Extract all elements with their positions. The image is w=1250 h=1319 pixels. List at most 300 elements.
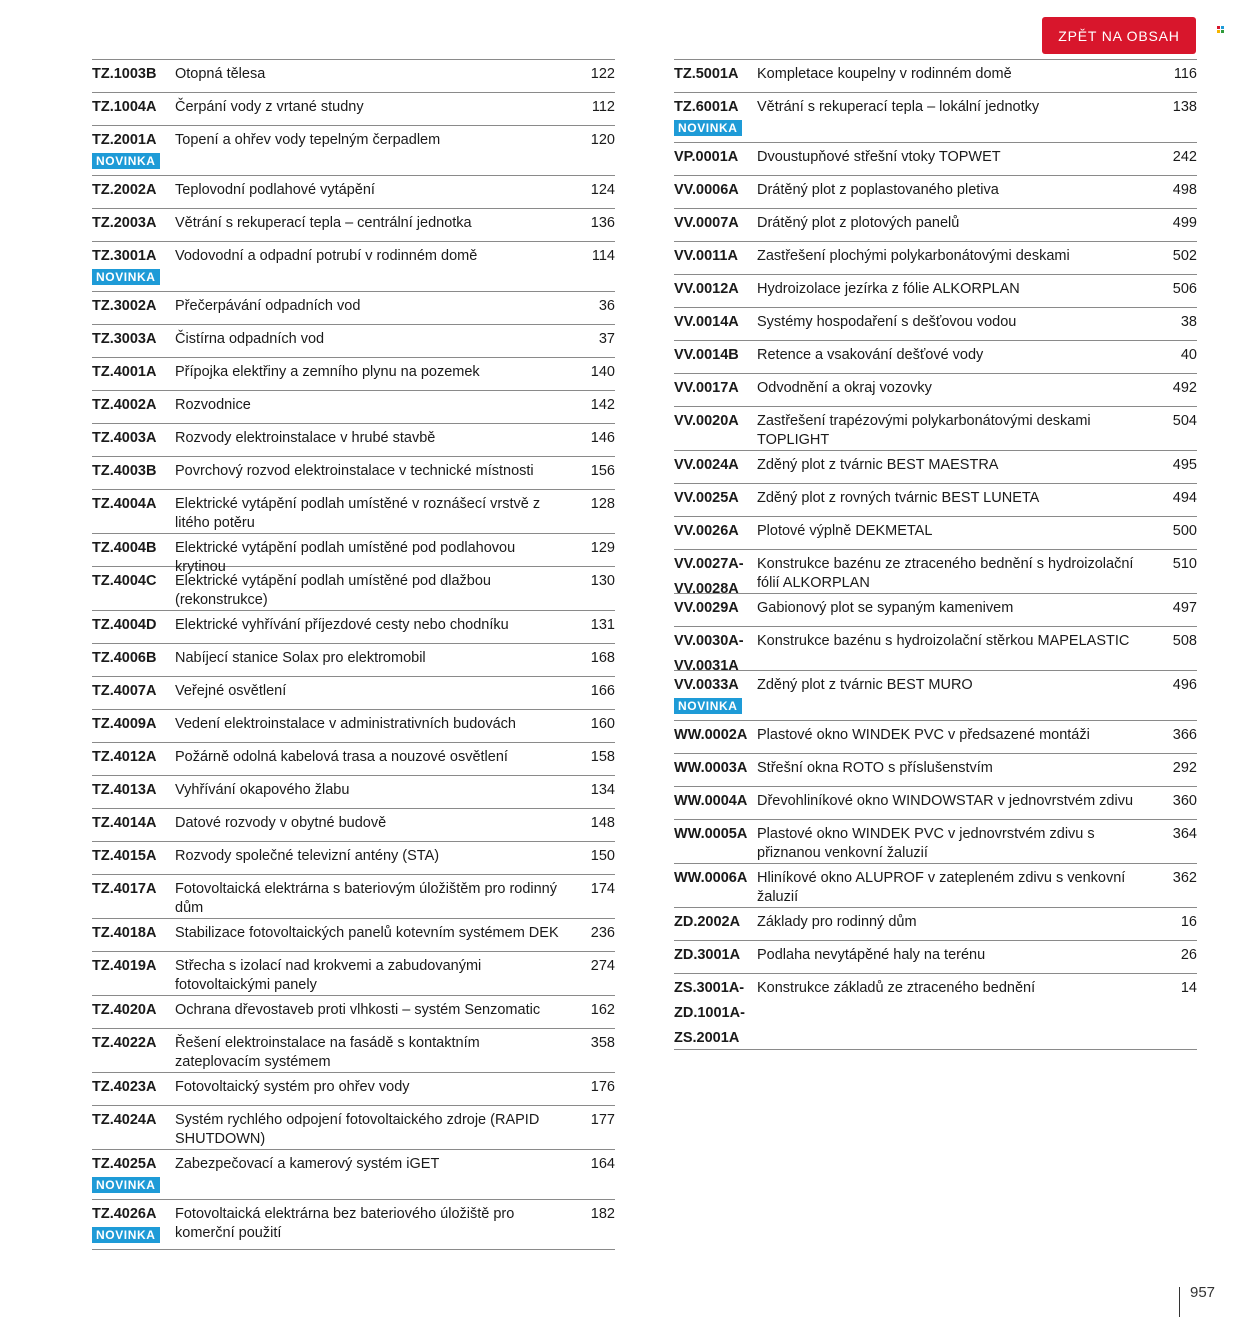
index-row[interactable] — [92, 875, 615, 919]
new-badge: NOVINKA — [92, 269, 160, 285]
row-code-cell — [674, 280, 757, 301]
row-code-cell — [674, 979, 757, 1046]
index-row[interactable] — [92, 391, 615, 424]
item-code: WW.0005A — [674, 826, 748, 842]
item-title: Otopná tělesa — [175, 66, 266, 82]
item-code: VV.0033A — [674, 677, 739, 693]
item-code: TZ.4007A — [92, 683, 157, 699]
item-title: Plastové okno WINDEK PVC v předsazené montáži — [757, 727, 1090, 743]
item-code: VV.0029A — [674, 600, 739, 616]
item-title: Elektrické vyhřívání příjezdové cesty nebo chodníku — [175, 617, 509, 633]
item-page-number: 36 — [598, 298, 615, 314]
item-code: VV.0006A — [674, 182, 739, 198]
item-code: VV.0025A — [674, 490, 739, 506]
index-row[interactable] — [674, 787, 1197, 820]
item-code: VV.0020A — [674, 413, 739, 429]
item-code: TZ.4023A — [92, 1079, 157, 1095]
item-page-number: 156 — [590, 463, 615, 479]
index-row[interactable] — [674, 176, 1197, 209]
item-code: TZ.4002A — [92, 397, 157, 413]
item-title: Střešní okna ROTO s příslušenstvím — [757, 760, 993, 776]
item-page-number: 130 — [590, 573, 615, 589]
index-row[interactable] — [92, 126, 615, 176]
row-code-cell — [674, 379, 757, 400]
row-code-cell — [92, 1034, 175, 1066]
item-code: TZ.4022A — [92, 1035, 157, 1051]
row-code-cell — [674, 489, 757, 510]
item-page-number: 146 — [590, 430, 615, 446]
item-title: Konstrukce bazénu s hydroizolační stěrkou MAPELASTIC — [757, 633, 1130, 649]
index-row[interactable] — [92, 209, 615, 242]
item-title: Zastřešení plochými polykarbonátovými deskami — [757, 248, 1070, 264]
item-code: VV.0014A — [674, 314, 739, 330]
index-row[interactable] — [674, 671, 1197, 721]
item-code: VV.0030A- — [674, 633, 744, 649]
row-code-cell — [674, 313, 757, 334]
row-code-cell — [92, 572, 175, 604]
row-code-cell — [92, 396, 175, 417]
item-code: ZD.3001A — [674, 947, 741, 963]
index-row[interactable] — [92, 919, 615, 952]
row-code-cell — [92, 539, 175, 560]
item-title: Drátěný plot z poplastovaného pletiva — [757, 182, 999, 198]
row-code-cell — [92, 131, 175, 169]
item-page-number: 360 — [1172, 793, 1197, 809]
index-row[interactable] — [92, 292, 615, 325]
item-page-number: 124 — [590, 182, 615, 198]
index-row[interactable] — [92, 457, 615, 490]
item-title: Elektrické vytápění podlah umístěné pod dlažbou (rekonstrukce) — [175, 573, 491, 608]
item-page-number: 26 — [1180, 947, 1197, 963]
item-page-number: 38 — [1180, 314, 1197, 330]
index-row[interactable] — [674, 550, 1197, 597]
item-code: TZ.4012A — [92, 749, 157, 765]
index-row[interactable] — [674, 517, 1197, 550]
item-page-number: 292 — [1172, 760, 1197, 776]
item-code: WW.0003A — [674, 760, 748, 776]
index-row[interactable] — [92, 490, 615, 534]
row-code-cell — [92, 649, 175, 670]
index-row[interactable] — [92, 176, 615, 209]
new-badge: NOVINKA — [674, 698, 742, 714]
page-number: 957 — [1190, 1284, 1216, 1301]
item-code: TZ.3002A — [92, 298, 157, 314]
row-code-cell — [92, 748, 175, 769]
item-page-number: 164 — [590, 1156, 615, 1172]
item-title: Kompletace koupelny v rodinném domě — [757, 66, 1012, 82]
page-number-divider — [1179, 1287, 1180, 1317]
item-code: VV.0012A — [674, 281, 739, 297]
item-code: TZ.4001A — [92, 364, 157, 380]
index-row[interactable] — [674, 93, 1197, 143]
item-title: Fotovoltaická elektrárna s bateriovým úložištěm pro rodinný dům — [175, 881, 557, 916]
index-row[interactable] — [92, 677, 615, 710]
item-code: VV.0026A — [674, 523, 739, 539]
index-row[interactable] — [674, 627, 1197, 674]
item-title: Datové rozvody v obytné budově — [175, 815, 387, 831]
new-badge: NOVINKA — [674, 120, 742, 136]
item-page-number: 358 — [590, 1035, 615, 1051]
index-table-left — [92, 59, 615, 1250]
index-row[interactable] — [92, 1200, 615, 1250]
item-title: Systém rychlého odpojení fotovoltaického zdroje (RAPID SHUTDOWN) — [175, 1112, 540, 1147]
item-code: ZD.1001A- — [674, 1005, 745, 1021]
item-code: VV.0017A — [674, 380, 739, 396]
item-page-number: 136 — [590, 215, 615, 231]
row-code-cell — [674, 148, 757, 169]
item-code: TZ.1003B — [92, 66, 157, 82]
index-row[interactable] — [674, 209, 1197, 242]
item-title: Povrchový rozvod elektroinstalace v technické místnosti — [175, 463, 534, 479]
brand-logo-icon — [1217, 26, 1227, 34]
item-title: Hydroizolace jezírka z fólie ALKORPLAN — [757, 281, 1020, 297]
index-row[interactable] — [674, 908, 1197, 941]
item-title: Stabilizace fotovoltaických panelů kotevním systémem DEK — [175, 925, 559, 941]
item-page-number: 508 — [1172, 633, 1197, 649]
item-title: Fotovoltaická elektrárna bez bateriového úložiště pro komerční použití — [175, 1206, 515, 1241]
item-title: Elektrické vytápění podlah umístěné v roznášecí vrstvě z litého potěru — [175, 496, 541, 531]
item-page-number: 122 — [590, 66, 615, 82]
row-code-cell — [92, 1205, 175, 1243]
row-code-cell — [92, 1001, 175, 1022]
index-row[interactable] — [674, 864, 1197, 908]
row-code-cell — [674, 825, 757, 857]
item-page-number: 362 — [1172, 870, 1197, 886]
item-page-number: 112 — [591, 99, 615, 115]
item-title: Čistírna odpadních vod — [175, 331, 325, 347]
item-code: TZ.4025A — [92, 1156, 157, 1172]
row-code-cell — [674, 522, 757, 543]
item-page-number: 174 — [590, 881, 615, 897]
index-row[interactable] — [674, 820, 1197, 864]
index-row[interactable] — [674, 374, 1197, 407]
item-code: WW.0006A — [674, 870, 748, 886]
item-code: TZ.4006B — [92, 650, 157, 666]
item-title: Zabezpečovací a kamerový systém iGET — [175, 1156, 440, 1172]
item-page-number: 129 — [590, 540, 615, 556]
index-row[interactable] — [674, 594, 1197, 627]
index-row[interactable] — [92, 952, 615, 996]
item-code: VV.0028A — [674, 581, 739, 597]
item-title: Drátěný plot z plotových panelů — [757, 215, 960, 231]
row-code-cell — [92, 65, 175, 86]
row-code-cell — [92, 682, 175, 703]
item-title: Elektrické vytápění podlah umístěné pod podlahovou krytinou — [175, 540, 516, 575]
index-row[interactable] — [92, 743, 615, 776]
item-page-number: 116 — [1173, 66, 1197, 82]
item-page-number: 37 — [598, 331, 615, 347]
item-title: Řešení elektroinstalace na fasádě s kontaktním zateplovacím systémem — [175, 1035, 480, 1070]
item-title: Čerpání vody z vrtané studny — [175, 99, 364, 115]
item-page-number: 168 — [590, 650, 615, 666]
item-title: Přípojka elektřiny a zemního plynu na pozemek — [175, 364, 480, 380]
row-code-cell — [674, 98, 757, 136]
item-page-number: 366 — [1172, 727, 1197, 743]
item-code: VP.0001A — [674, 149, 739, 165]
index-row[interactable] — [92, 1029, 615, 1073]
item-title: Základy pro rodinný dům — [757, 914, 917, 930]
index-row[interactable] — [674, 974, 1197, 1050]
row-code-cell — [92, 1155, 175, 1193]
item-code: TZ.4024A — [92, 1112, 157, 1128]
row-code-cell — [674, 632, 757, 674]
row-code-cell — [92, 330, 175, 351]
index-row[interactable] — [674, 484, 1197, 517]
item-code: TZ.4004D — [92, 617, 157, 633]
row-code-cell — [92, 495, 175, 527]
item-code: TZ.4026A — [92, 1206, 157, 1222]
row-code-cell — [674, 869, 757, 901]
item-title: Dřevohliníkové okno WINDOWSTAR v jednovrstvém zdivu — [757, 793, 1134, 809]
row-code-cell — [674, 555, 757, 597]
item-page-number: 150 — [590, 848, 615, 864]
item-code: TZ.4004A — [92, 496, 157, 512]
item-title: Plastové okno WINDEK PVC v jednovrstvém zdivu s přiznanou venkovní žaluzií — [757, 826, 1095, 861]
item-page-number: 497 — [1172, 600, 1197, 616]
item-page-number: 177 — [590, 1112, 615, 1128]
index-row[interactable] — [674, 308, 1197, 341]
item-title: Zděný plot z tvárnic BEST MURO — [757, 677, 973, 693]
item-page-number: 114 — [591, 248, 615, 264]
item-code: TZ.4020A — [92, 1002, 157, 1018]
index-row[interactable] — [674, 242, 1197, 275]
item-title: Konstrukce základů ze ztraceného bednění — [757, 980, 1036, 996]
item-page-number: 120 — [590, 132, 615, 148]
item-code: VV.0014B — [674, 347, 739, 363]
row-code-cell — [92, 616, 175, 637]
index-row[interactable] — [92, 1150, 615, 1200]
item-code: VV.0024A — [674, 457, 739, 473]
item-page-number: 506 — [1172, 281, 1197, 297]
item-page-number: 148 — [590, 815, 615, 831]
item-page-number: 140 — [590, 364, 615, 380]
item-page-number: 160 — [590, 716, 615, 732]
item-title: Střecha s izolací nad krokvemi a zabudovanými fotovoltaickými panely — [175, 958, 482, 993]
row-code-cell — [92, 462, 175, 483]
index-table-right — [674, 59, 1197, 1050]
index-row[interactable] — [92, 60, 615, 93]
index-row[interactable] — [674, 941, 1197, 974]
item-code: TZ.3001A — [92, 248, 157, 264]
item-title: Konstrukce bazénu ze ztraceného bednění s hydroizolační fólií ALKORPLAN — [757, 556, 1134, 591]
item-code: TZ.4014A — [92, 815, 157, 831]
item-page-number: 134 — [590, 782, 615, 798]
index-row[interactable] — [92, 611, 615, 644]
row-code-cell — [92, 363, 175, 384]
item-code: TZ.1004A — [92, 99, 157, 115]
item-code: TZ.3003A — [92, 331, 157, 347]
item-code: TZ.6001A — [674, 99, 739, 115]
item-title: Gabionový plot se sypaným kamenivem — [757, 600, 1014, 616]
item-page-number: 364 — [1172, 826, 1197, 842]
item-code: TZ.4013A — [92, 782, 157, 798]
item-page-number: 40 — [1180, 347, 1197, 363]
index-row[interactable] — [674, 341, 1197, 374]
item-code: TZ.4009A — [92, 716, 157, 732]
item-title: Veřejné osvětlení — [175, 683, 287, 699]
item-title: Odvodnění a okraj vozovky — [757, 380, 932, 396]
item-page-number: 500 — [1172, 523, 1197, 539]
row-code-cell — [92, 880, 175, 912]
item-title: Rozvodnice — [175, 397, 251, 413]
item-page-number: 274 — [590, 958, 615, 974]
index-row[interactable] — [92, 996, 615, 1029]
item-code: WW.0004A — [674, 793, 748, 809]
item-title: Vyhřívání okapového žlabu — [175, 782, 350, 798]
index-row[interactable] — [92, 567, 615, 611]
row-code-cell — [92, 214, 175, 235]
item-code: ZS.3001A- — [674, 980, 745, 996]
item-title: Podlaha nevytápěné haly na terénu — [757, 947, 986, 963]
row-code-cell — [674, 214, 757, 235]
item-title: Plotové výplně DEKMETAL — [757, 523, 933, 539]
item-page-number: 495 — [1172, 457, 1197, 473]
index-row[interactable] — [92, 776, 615, 809]
index-row[interactable] — [92, 1106, 615, 1150]
row-code-cell — [674, 181, 757, 202]
item-page-number: 504 — [1172, 413, 1197, 429]
index-row[interactable] — [674, 275, 1197, 308]
item-code: TZ.4017A — [92, 881, 157, 897]
row-code-cell — [92, 297, 175, 318]
item-page-number: 16 — [1180, 914, 1197, 930]
item-page-number: 128 — [590, 496, 615, 512]
item-title: Přečerpávání odpadních vod — [175, 298, 361, 314]
item-code: TZ.4015A — [92, 848, 157, 864]
row-code-cell — [674, 676, 757, 714]
index-row[interactable] — [92, 1073, 615, 1106]
item-code: VV.0011A — [674, 248, 738, 264]
row-code-cell — [92, 715, 175, 736]
index-row[interactable] — [92, 93, 615, 126]
index-row[interactable] — [92, 644, 615, 677]
row-code-cell — [674, 412, 757, 444]
item-page-number: 176 — [590, 1079, 615, 1095]
item-page-number: 502 — [1172, 248, 1197, 264]
item-page-number: 242 — [1172, 149, 1197, 165]
item-code: TZ.4018A — [92, 925, 157, 941]
item-page-number: 496 — [1172, 677, 1197, 693]
item-page-number: 142 — [590, 397, 615, 413]
item-title: Větrání s rekuperací tepla – centrální jednotka — [175, 215, 472, 231]
item-page-number: 162 — [590, 1002, 615, 1018]
item-page-number: 499 — [1172, 215, 1197, 231]
index-row[interactable] — [92, 534, 615, 575]
item-code: TZ.4004C — [92, 573, 157, 589]
item-title: Vodovodní a odpadní potrubí v rodinném domě — [175, 248, 478, 264]
item-code: TZ.2003A — [92, 215, 157, 231]
item-code: ZS.2001A — [674, 1030, 740, 1046]
index-row[interactable] — [674, 721, 1197, 754]
item-title: Nabíjecí stanice Solax pro elektromobil — [175, 650, 426, 666]
row-code-cell — [674, 726, 757, 747]
item-page-number: 494 — [1172, 490, 1197, 506]
item-page-number: 14 — [1180, 980, 1197, 996]
row-code-cell — [674, 946, 757, 967]
index-row[interactable] — [92, 242, 615, 292]
item-code: WW.0002A — [674, 727, 748, 743]
item-code: VV.0031A — [674, 658, 739, 674]
item-code: VV.0027A- — [674, 556, 744, 572]
row-code-cell — [674, 247, 757, 268]
item-page-number: 166 — [590, 683, 615, 699]
item-title: Rozvody elektroinstalace v hrubé stavbě — [175, 430, 436, 446]
index-row[interactable] — [674, 754, 1197, 787]
row-code-cell — [92, 98, 175, 119]
index-row[interactable] — [674, 451, 1197, 484]
item-code: TZ.4003B — [92, 463, 157, 479]
new-badge: NOVINKA — [92, 1177, 160, 1193]
row-code-cell — [674, 346, 757, 367]
item-title: Hliníkové okno ALUPROF v zatepleném zdivu s venkovní žaluzií — [757, 870, 1126, 905]
item-title: Vedení elektroinstalace v administrativních budovách — [175, 716, 516, 732]
item-page-number: 138 — [1172, 99, 1197, 115]
item-title: Zděný plot z rovných tvárnic BEST LUNETA — [757, 490, 1040, 506]
new-badge: NOVINKA — [92, 1227, 160, 1243]
item-page-number: 158 — [590, 749, 615, 765]
new-badge: NOVINKA — [92, 153, 160, 169]
row-code-cell — [92, 181, 175, 202]
row-code-cell — [674, 913, 757, 934]
index-row[interactable] — [92, 809, 615, 842]
row-code-cell — [674, 792, 757, 813]
item-title: Systémy hospodaření s dešťovou vodou — [757, 314, 1017, 330]
item-page-number: 236 — [590, 925, 615, 941]
item-title: Ochrana dřevostaveb proti vlhkosti – systém Senzomatic — [175, 1002, 541, 1018]
item-title: Teplovodní podlahové vytápění — [175, 182, 375, 198]
index-row[interactable] — [92, 358, 615, 391]
row-code-cell — [92, 247, 175, 285]
row-code-cell — [92, 814, 175, 835]
item-page-number: 492 — [1172, 380, 1197, 396]
item-code: TZ.2001A — [92, 132, 157, 148]
item-code: ZD.2002A — [674, 914, 741, 930]
row-code-cell — [92, 1078, 175, 1099]
item-code: TZ.5001A — [674, 66, 739, 82]
item-code: TZ.4003A — [92, 430, 157, 446]
row-code-cell — [674, 759, 757, 780]
item-page-number: 131 — [590, 617, 615, 633]
index-row[interactable] — [674, 60, 1197, 93]
item-title: Fotovoltaický systém pro ohřev vody — [175, 1079, 410, 1095]
item-page-number: 510 — [1172, 556, 1197, 572]
row-code-cell — [92, 1111, 175, 1143]
index-row[interactable] — [674, 143, 1197, 176]
item-code: VV.0007A — [674, 215, 739, 231]
row-code-cell — [674, 65, 757, 86]
item-title: Dvoustupňové střešní vtoky TOPWET — [757, 149, 1001, 165]
back-to-contents-button[interactable]: ZPĚT NA OBSAH — [1042, 17, 1196, 54]
index-row[interactable] — [92, 325, 615, 358]
item-title: Požárně odolná kabelová trasa a nouzové osvětlení — [175, 749, 508, 765]
index-row[interactable] — [92, 710, 615, 743]
item-page-number: 498 — [1172, 182, 1197, 198]
row-code-cell — [674, 456, 757, 477]
row-code-cell — [92, 957, 175, 989]
item-title: Zděný plot z tvárnic BEST MAESTRA — [757, 457, 999, 473]
index-row[interactable] — [92, 842, 615, 875]
item-title: Retence a vsakování dešťové vody — [757, 347, 984, 363]
index-row[interactable] — [674, 407, 1197, 451]
item-page-number: 182 — [590, 1206, 615, 1222]
index-row[interactable] — [92, 424, 615, 457]
item-title: Větrání s rekuperací tepla – lokální jednotky — [757, 99, 1040, 115]
row-code-cell — [92, 847, 175, 868]
item-code: TZ.2002A — [92, 182, 157, 198]
item-title: Zastřešení trapézovými polykarbonátovými deskami TOPLIGHT — [757, 413, 1091, 448]
item-code: TZ.4004B — [92, 540, 157, 556]
row-code-cell — [92, 924, 175, 945]
